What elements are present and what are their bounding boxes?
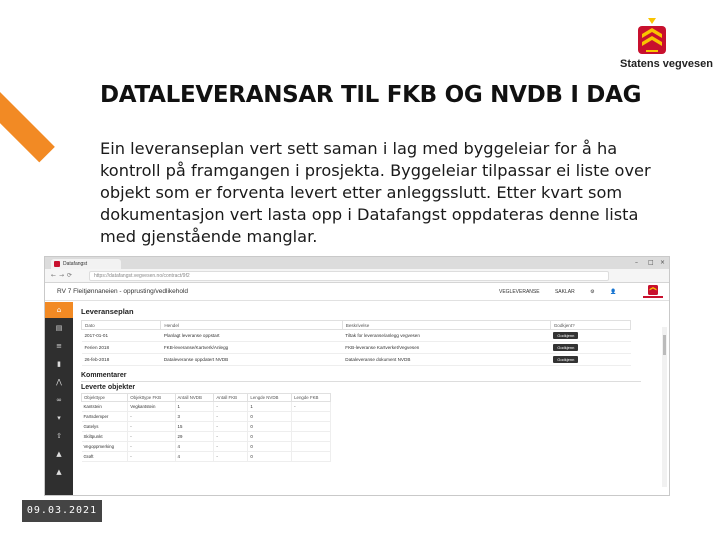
favicon-icon (54, 261, 60, 267)
cell-fkb: - (128, 432, 175, 442)
row-date: Ferien 2018 (82, 342, 161, 354)
plan-table (81, 320, 631, 366)
url-field[interactable]: https://datafangst.vegvesen.no/contract/9f2 (89, 271, 609, 281)
address-bar (45, 269, 669, 283)
cell-len-nvdb: 1 (248, 402, 292, 412)
cell-nvdb: 3 (175, 412, 214, 422)
cell-len-fkb (292, 442, 331, 452)
settings-icon[interactable]: ⚙ (590, 289, 595, 295)
cell-type: Gatelys (82, 422, 128, 432)
table-row (82, 330, 631, 342)
cell-fkb-n: - (214, 402, 248, 412)
cell-nvdb: 4 (175, 452, 214, 462)
obj-col-count-nvdb: Antall NVDB (175, 394, 214, 402)
user-icon[interactable]: 👤 (609, 289, 617, 295)
cell-fkb: - (128, 412, 175, 422)
plan-col-event: Hendel (161, 321, 342, 330)
cell-type: Fartsdemper (82, 412, 128, 422)
obj-col-len-fkb: Lengde FKB (292, 394, 331, 402)
obj-col-type: Objekttype (82, 394, 128, 402)
scrollbar[interactable] (662, 327, 667, 487)
cell-type: Vegoppmerking (82, 442, 128, 452)
cell-len-nvdb: 0 (248, 442, 292, 452)
table-row (82, 402, 331, 412)
table-row (82, 412, 331, 422)
obj-col-count-fkb: Antall FKB (214, 394, 248, 402)
table-row (82, 432, 331, 442)
cell-len-fkb (292, 452, 331, 462)
mini-logo-icon (641, 284, 665, 300)
corner-accent (0, 62, 55, 162)
cell-fkb-n: - (214, 442, 248, 452)
row-event: Planlagt leveranse oppstart (161, 330, 342, 342)
cell-type: Grøft (82, 452, 128, 462)
cell-len-fkb (292, 432, 331, 442)
slide-body: Ein leveranseplan vert sett saman i lag med byggeleiar for å ha kontroll på framgangen i prosjekta. Byggeleiar tilpassar ei liste over objekt som er forventa levert etter anleggsslutt. Etter kvart som dokumentasjon vert lasta opp i Datafangst oppdateras denne lista med gjenstående manglar. (100, 139, 651, 246)
trash-icon[interactable]: ▾ (57, 414, 61, 422)
header-link-vegleveranse[interactable]: VEGLEVERANSE (499, 289, 540, 295)
footer-date: 09.03.2021 (22, 500, 102, 522)
link-icon[interactable]: ∞ (56, 396, 62, 404)
plan-col-desc: Beskrivelse (342, 321, 550, 330)
browser-screenshot (44, 256, 670, 496)
alert-icon[interactable]: ▲ (56, 468, 62, 476)
cell-len-fkb: - (292, 402, 331, 412)
cell-len-fkb (292, 412, 331, 422)
row-desc: Dataleveranse dokument NVDB (342, 354, 550, 366)
cell-nvdb: 15 (175, 422, 214, 432)
browser-tab[interactable] (51, 259, 121, 269)
table-row (82, 342, 631, 354)
tab-label: Datafangst (63, 261, 88, 267)
browser-tabbar (45, 257, 669, 269)
approve-button[interactable]: Godkjenn (553, 344, 578, 351)
cell-nvdb: 4 (175, 442, 214, 452)
cell-len-nvdb: 0 (248, 412, 292, 422)
app-sidebar (45, 302, 73, 496)
comments-title: Kommentarer (81, 372, 127, 379)
table-row (82, 452, 331, 462)
obj-col-type-fkb: Objekttype FKB (128, 394, 175, 402)
cell-len-nvdb: 0 (248, 422, 292, 432)
file-icon[interactable]: ▤ (55, 324, 63, 332)
scrollbar-thumb[interactable] (663, 335, 666, 355)
approve-button[interactable]: Godkjenn (553, 332, 578, 339)
table-row (82, 422, 331, 432)
cell-fkb: - (128, 452, 175, 462)
cell-fkb-n: - (214, 412, 248, 422)
home-icon[interactable]: ⌂ (45, 302, 73, 318)
row-desc: Tiltak for leveranse/anlegg vegvesen (342, 330, 550, 342)
nav-arrows-icon[interactable]: ←→⟳ (51, 272, 76, 279)
cell-len-nvdb: 0 (248, 432, 292, 442)
cell-fkb-n: - (214, 452, 248, 462)
warning-icon[interactable]: ▲ (56, 450, 62, 458)
cell-fkb: - (128, 442, 175, 452)
row-event: FKB-leveranse/Kartverk/Anlegg (161, 342, 342, 354)
cell-nvdb: 1 (175, 402, 214, 412)
cell-fkb-n: - (214, 432, 248, 442)
cell-nvdb: 29 (175, 432, 214, 442)
obj-col-len-nvdb: Lengde NVDB (248, 394, 292, 402)
table-row (82, 354, 631, 366)
maximize-icon[interactable]: □ (648, 259, 654, 266)
cell-len-fkb (292, 422, 331, 432)
road-icon[interactable]: ⋀ (56, 378, 62, 386)
slide-title: DATALEVERANSAR TIL FKB OG NVDB I DAG (100, 82, 642, 108)
main-content (81, 307, 661, 462)
cell-fkb: Vegkantstein (128, 402, 175, 412)
logo-text: Statens vegvesen (620, 58, 713, 70)
cell-fkb-n: - (214, 422, 248, 432)
close-icon[interactable]: × (660, 259, 666, 266)
cell-type: Skiltpunkt (82, 432, 128, 442)
app-header (45, 283, 669, 301)
divider (81, 381, 641, 382)
app-title: RV 7 Fleitjønnaneien - opprusting/vedlikehold (57, 288, 189, 295)
cell-type: Kantstein (82, 402, 128, 412)
header-links (499, 289, 630, 295)
upload-icon[interactable]: ⇧ (56, 432, 62, 440)
cell-fkb: - (128, 422, 175, 432)
row-desc: FKB-leveranse Kartverket/Vegvesen (342, 342, 550, 354)
table-row (82, 442, 331, 452)
row-date: 2017-01-01 (82, 330, 161, 342)
header-link-saklar[interactable]: SAKLAR (554, 289, 575, 295)
cell-len-nvdb: 0 (248, 452, 292, 462)
row-date: 26-feb-2018 (82, 354, 161, 366)
plan-col-approved: Godkjent? (550, 321, 630, 330)
plan-col-date: Dato (82, 321, 161, 330)
minimize-icon[interactable]: – (635, 259, 638, 266)
objects-title: Leverte objekter (81, 384, 136, 391)
chart-icon[interactable]: ▮ (57, 360, 61, 368)
approve-button[interactable]: Godkjenn (553, 356, 578, 363)
plan-section-title: Leveranseplan (81, 307, 134, 316)
row-event: Dataleveranse oppdatert NVDB (161, 354, 342, 366)
list-icon[interactable]: ≡ (56, 342, 62, 350)
objects-table (81, 393, 331, 462)
